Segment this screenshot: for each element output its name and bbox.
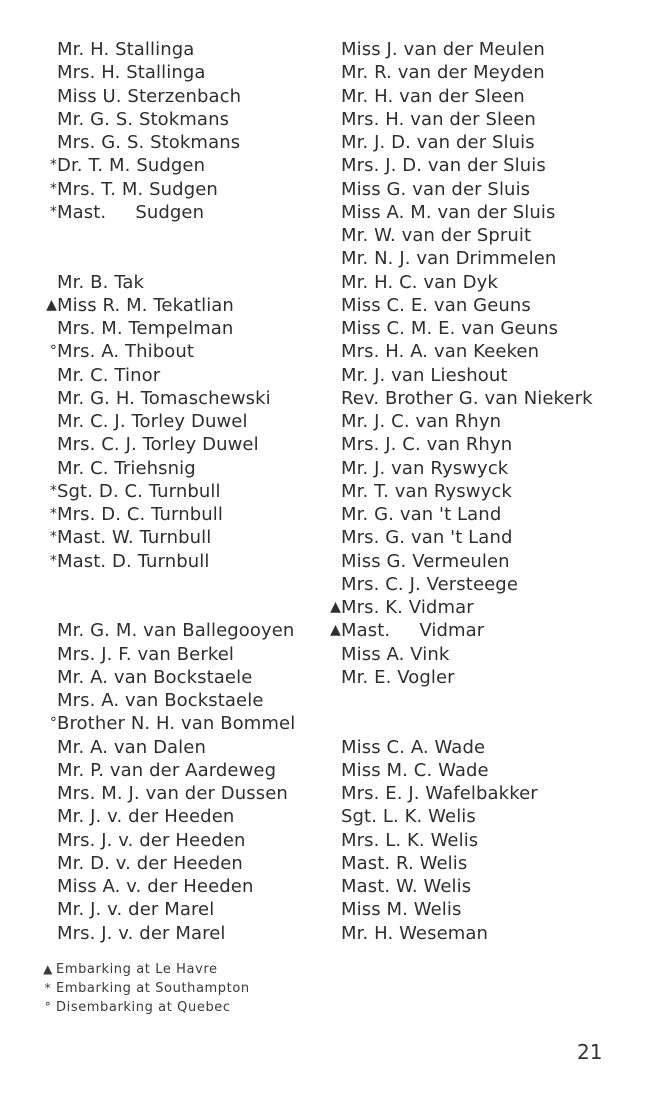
passenger-entry [328, 619, 638, 642]
passenger-entry [328, 247, 638, 270]
passenger-entry [44, 108, 334, 131]
section-gap [328, 712, 638, 735]
passenger-entry [44, 666, 334, 689]
passenger-entry [44, 922, 334, 945]
passenger-name: Mr. C. Triehsnig [57, 457, 196, 479]
passenger-entry [44, 61, 334, 84]
passenger-entry [328, 829, 638, 852]
passenger-entry [44, 526, 334, 549]
passenger-entry [328, 898, 638, 921]
passenger-name: Mr. J. D. van der Sluis [341, 132, 535, 153]
passenger-mark: * [49, 552, 57, 569]
passenger-name: Mrs. G. van 't Land [341, 527, 513, 549]
passenger-entry [328, 875, 638, 898]
legend-text: Embarking at Le Havre [56, 962, 218, 977]
passenger-entry [44, 85, 334, 108]
legend-text: Disembarking at Quebec [56, 1000, 231, 1015]
passenger-entry [328, 480, 638, 503]
passenger-name: Mrs. H. van der Sleen [341, 108, 536, 130]
passenger-entry [328, 410, 638, 433]
passenger-name: Miss M. Welis [341, 899, 462, 921]
passenger-entry [44, 457, 334, 480]
section-gap [44, 573, 334, 596]
passenger-entry [328, 340, 638, 363]
passenger-entry [44, 317, 334, 340]
passenger-entry [328, 805, 638, 828]
passenger-name: Mrs. C. J. Versteege [341, 573, 518, 595]
passenger-entry [328, 108, 638, 131]
passenger-name: Mr. G. H. Tomaschewski [57, 387, 271, 409]
left-passenger-column [44, 38, 334, 945]
passenger-name: Mrs. G. S. Stokmans [57, 132, 241, 153]
passenger-mark: * [49, 180, 57, 197]
passenger-name: Mrs. J. D. van der Sluis [341, 155, 546, 177]
passenger-entry [328, 294, 638, 317]
passenger-name: Mr. R. van der Meyden [341, 62, 545, 84]
passenger-entry [44, 433, 334, 456]
passenger-entry [328, 38, 638, 61]
passenger-name: Miss A. M. van der Sluis [341, 201, 556, 223]
passenger-name: Mr. E. Vogler [341, 666, 455, 688]
passenger-name: Sgt. L. K. Welis [341, 806, 476, 828]
passenger-entry [44, 759, 334, 782]
passenger-entry [328, 224, 638, 247]
passenger-entry [328, 201, 638, 224]
passenger-name: Mrs. C. J. Torley Duwel [57, 434, 259, 456]
passenger-name: Mr. G. van 't Land [341, 504, 502, 525]
passenger-name: Brother N. H. van Bommel [57, 713, 296, 735]
section-gap [44, 596, 334, 619]
passenger-name: Mr. W. van der Spruit [341, 225, 532, 246]
passenger-name: Mrs. T. M. Sudgen [57, 178, 218, 200]
passenger-name: Mrs. H. Stallinga [57, 62, 206, 84]
passenger-entry [328, 61, 638, 84]
passenger-entry [328, 643, 638, 666]
passenger-name: Mr. H. Weseman [341, 922, 489, 944]
passenger-name: Mr. C. Tinor [57, 364, 161, 386]
passenger-name: Rev. Brother G. van Niekerk [341, 387, 593, 409]
passenger-name: Mrs. J. F. van Berkel [57, 643, 235, 665]
passenger-entry [44, 852, 334, 875]
passenger-entry [44, 387, 334, 410]
passenger-entry [328, 666, 638, 689]
passenger-entry [328, 154, 638, 177]
passenger-name: Miss J. van der Meulen [341, 39, 545, 60]
passenger-name: Miss C. E. van Geuns [341, 294, 531, 316]
passenger-name: Mrs. M. J. van der Dussen [57, 783, 288, 804]
passenger-entry [328, 759, 638, 782]
passenger-mark: * [49, 506, 57, 522]
passenger-entry [44, 875, 334, 898]
passenger-name: Miss G. Vermeulen [341, 550, 510, 572]
passenger-entry [44, 805, 334, 828]
passenger-name: Miss A. v. der Heeden [57, 876, 254, 897]
passenger-name: Mr. G. S. Stokmans [57, 108, 230, 130]
passenger-name: Mrs. L. K. Welis [341, 829, 479, 851]
right-passenger-column [328, 38, 638, 945]
passenger-name: Mrs. J. v. der Marel [57, 922, 226, 944]
passenger-name: Mr. D. v. der Heeden [57, 852, 243, 874]
passenger-mark: * [49, 529, 57, 546]
passenger-name: Miss M. C. Wade [341, 759, 489, 781]
passenger-name: Mrs. K. Vidmar [341, 597, 474, 618]
passenger-mark: * [49, 482, 57, 499]
passenger-name: Miss R. M. Tekatlian [57, 294, 234, 316]
passenger-name: Mrs. J. C. van Rhyn [341, 434, 513, 456]
passenger-entry [328, 782, 638, 805]
passenger-entry [44, 503, 334, 526]
passenger-entry [44, 340, 334, 363]
passenger-name: Mr. P. van der Aardeweg [57, 759, 277, 781]
passenger-entry [44, 294, 334, 317]
passenger-entry [328, 131, 638, 154]
passenger-entry [328, 85, 638, 108]
passenger-entry [44, 271, 334, 294]
passenger-entry [328, 178, 638, 201]
passenger-entry [328, 550, 638, 573]
passenger-entry [44, 829, 334, 852]
passenger-name: Mast. W. Welis [341, 876, 472, 897]
passenger-name: Mr. A. van Bockstaele [57, 666, 253, 688]
passenger-name: Mr. J. v. der Heeden [57, 806, 235, 828]
passenger-mark: * [49, 157, 57, 174]
passenger-entry [44, 154, 334, 177]
passenger-entry [328, 922, 638, 945]
passenger-name: Mast. Sudgen [57, 201, 205, 223]
legend-text: Embarking at Southampton [56, 981, 250, 996]
passenger-name: Mrs. A. van Bockstaele [57, 690, 264, 711]
passenger-entry [44, 410, 334, 433]
passenger-mark: ▲ [330, 599, 341, 615]
passenger-entry [44, 643, 334, 666]
passenger-name: Mr. A. van Dalen [57, 736, 206, 758]
passenger-entry [328, 736, 638, 759]
passenger-entry [44, 38, 334, 61]
passenger-entry [328, 573, 638, 596]
passenger-name: Mrs. M. Tempelman [57, 318, 234, 339]
passenger-name: Miss G. van der Sluis [341, 178, 531, 200]
passenger-name: Mr. B. Tak [57, 271, 144, 293]
passenger-name: Mast. Vidmar [341, 620, 485, 642]
passenger-name: Mr. T. van Ryswyck [341, 480, 512, 502]
passenger-mark: ▲ [46, 296, 57, 313]
passenger-entry [328, 364, 638, 387]
passenger-name: Miss C. M. E. van Geuns [341, 318, 559, 339]
section-gap [44, 247, 334, 270]
passenger-entry [44, 550, 334, 573]
passenger-name: Mr. J. C. van Rhyn [341, 411, 502, 432]
section-gap [328, 689, 638, 712]
passenger-name: Mast. W. Turnbull [57, 527, 212, 549]
passenger-name: Mr. J. van Ryswyck [341, 457, 509, 479]
passenger-mark: ° [49, 715, 57, 732]
passenger-entry [44, 364, 334, 387]
passenger-mark: ° [49, 343, 57, 360]
passenger-name: Mr. H. Stallinga [57, 39, 195, 60]
passenger-name: Mast. D. Turnbull [57, 550, 210, 572]
passenger-name: Mast. R. Welis [341, 852, 468, 874]
passenger-mark: ▲ [330, 622, 341, 639]
page-number: 21 [577, 1040, 603, 1064]
passenger-entry [328, 317, 638, 340]
legend-symbol: ° [44, 1000, 52, 1014]
legend-item [40, 998, 250, 1017]
passenger-name: Mr. H. C. van Dyk [341, 271, 498, 293]
passenger-entry [328, 433, 638, 456]
passenger-name: Mrs. A. Thibout [57, 341, 195, 363]
passenger-entry [328, 387, 638, 410]
passenger-entry [328, 503, 638, 526]
passenger-entry [328, 852, 638, 875]
legend [40, 960, 250, 1017]
passenger-entry [328, 596, 638, 619]
legend-symbol: ▲ [43, 962, 53, 976]
passenger-entry [44, 782, 334, 805]
passenger-mark: * [49, 203, 57, 220]
passenger-entry [44, 736, 334, 759]
legend-item [40, 960, 250, 979]
passenger-name: Mrs. J. v. der Heeden [57, 829, 246, 851]
passenger-name: Mr. C. J. Torley Duwel [57, 411, 248, 432]
legend-symbol: * [44, 981, 52, 995]
passenger-entry [44, 619, 334, 642]
passenger-name: Mrs. D. C. Turnbull [57, 504, 223, 525]
passenger-name: Miss C. A. Wade [341, 736, 486, 758]
passenger-entry [44, 898, 334, 921]
passenger-name: Mr. N. J. van Drimmelen [341, 248, 557, 270]
passenger-name: Mr. J. van Lieshout [341, 364, 508, 386]
passenger-entry [44, 131, 334, 154]
passenger-entry [328, 526, 638, 549]
passenger-name: Mrs. H. A. van Keeken [341, 341, 540, 363]
passenger-entry [44, 712, 334, 735]
passenger-name: Mr. J. v. der Marel [57, 899, 215, 921]
passenger-entry [44, 689, 334, 712]
passenger-entry [44, 480, 334, 503]
passenger-entry [328, 457, 638, 480]
passenger-name: Sgt. D. C. Turnbull [57, 480, 221, 502]
passenger-name: Mr. G. M. van Ballegooyen [57, 620, 295, 642]
legend-item [40, 979, 250, 998]
section-gap [44, 224, 334, 247]
passenger-name: Mrs. E. J. Wafelbakker [341, 783, 538, 804]
passenger-name: Dr. T. M. Sudgen [57, 155, 206, 177]
passenger-entry [328, 271, 638, 294]
passenger-entry [44, 178, 334, 201]
passenger-entry [44, 201, 334, 224]
passenger-name: Miss A. Vink [341, 643, 450, 665]
passenger-name: Mr. H. van der Sleen [341, 85, 525, 107]
passenger-name: Miss U. Sterzenbach [57, 85, 242, 107]
